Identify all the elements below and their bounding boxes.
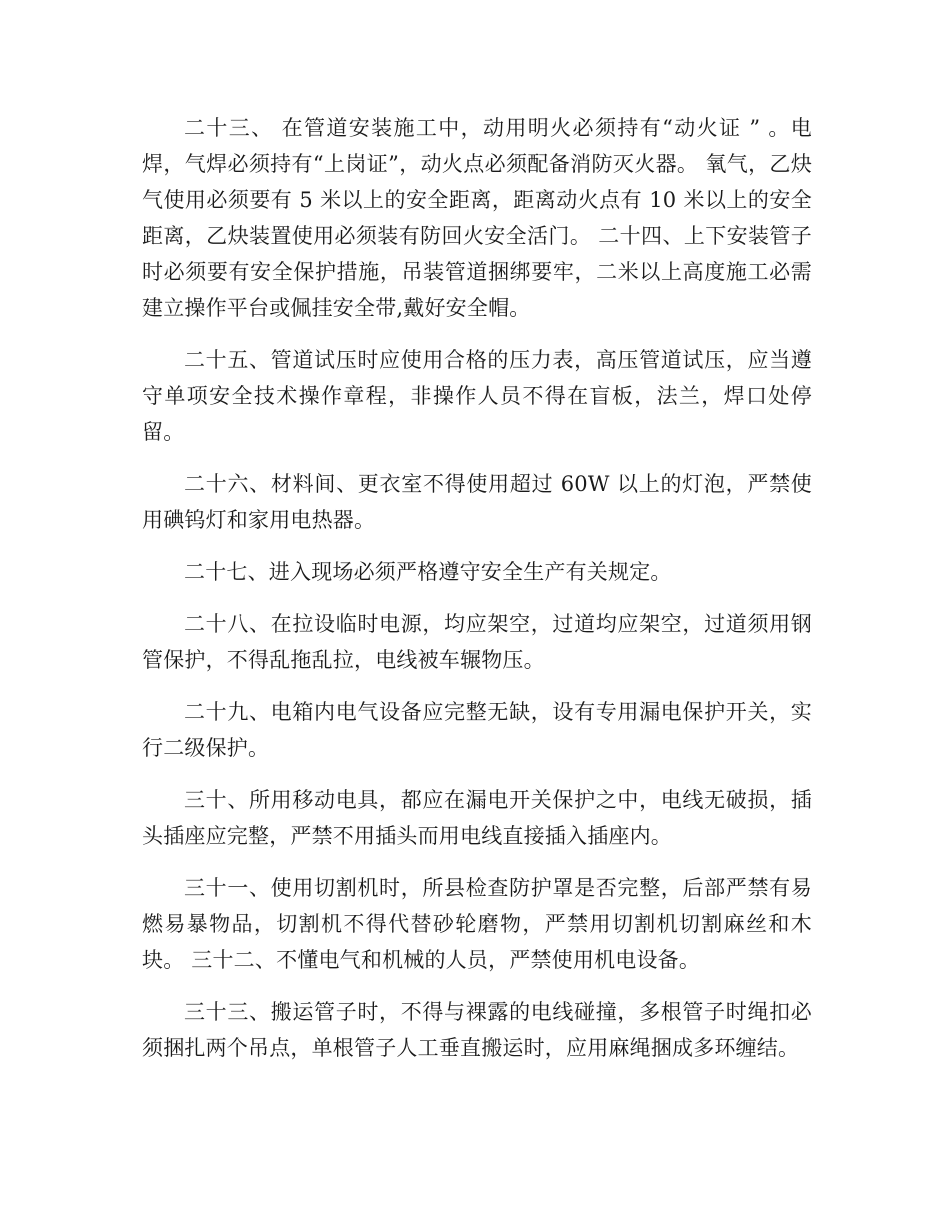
paragraph-30: 三十、所用移动电具，都应在漏电开关保护之中，电线无破损，插头插座应完整，严禁不用插头而用电线直接插入插座内。 <box>142 788 812 848</box>
paragraph-23-24: 二十三、 在管道安装施工中，动用明火必须持有“动火证 ” 。电焊，气焊必须持有“上岗证”，动火点必须配备消防灭火器。 氧气，乙炔气使用必须要有 5 米以上的安全距离，距离动火点有 10 米以上的安全距离，乙炔装置使用必须装有防回火安全活门。 二十四、上下安装管子时必须要有安全保护措施，吊装管道捆绑要牢，二米以上高度施工必需建立操作平台或佩挂安全带,戴好安全帽。 <box>142 116 812 320</box>
paragraph-25: 二十五、管道试压时应使用合格的压力表，高压管道试压，应当遵守单项安全技术操作章程，非操作人员不得在盲板，法兰，焊口处停留。 <box>142 348 812 444</box>
paragraph-26: 二十六、材料间、更衣室不得使用超过 60W 以上的灯泡，严禁使用碘钨灯和家用电热器。 <box>142 472 812 532</box>
paragraph-33: 三十三、搬运管子时，不得与裸露的电线碰撞，多根管子时绳扣必须捆扎两个吊点，单根管子人工垂直搬运时，应用麻绳捆成多环缠结。 <box>142 1000 812 1060</box>
paragraph-28: 二十八、在拉设临时电源，均应架空，过道均应架空，过道须用钢管保护，不得乱拖乱拉，电线被车辗物压。 <box>142 612 812 672</box>
document-body <box>142 110 812 1082</box>
paragraph-27: 二十七、进入现场必须严格遵守安全生产有关规定。 <box>184 560 672 584</box>
paragraph-31-32: 三十一、使用切割机时，所县检查防护罩是否完整，后部严禁有易燃易暴物品，切割机不得代替砂轮磨物，严禁用切割机切割麻丝和木块。 三十二、不懂电气和机械的人员，严禁使用机电设备。 <box>142 876 812 972</box>
paragraph-29: 二十九、电箱内电气设备应完整无缺，设有专用漏电保护开关，实行二级保护。 <box>142 700 812 760</box>
